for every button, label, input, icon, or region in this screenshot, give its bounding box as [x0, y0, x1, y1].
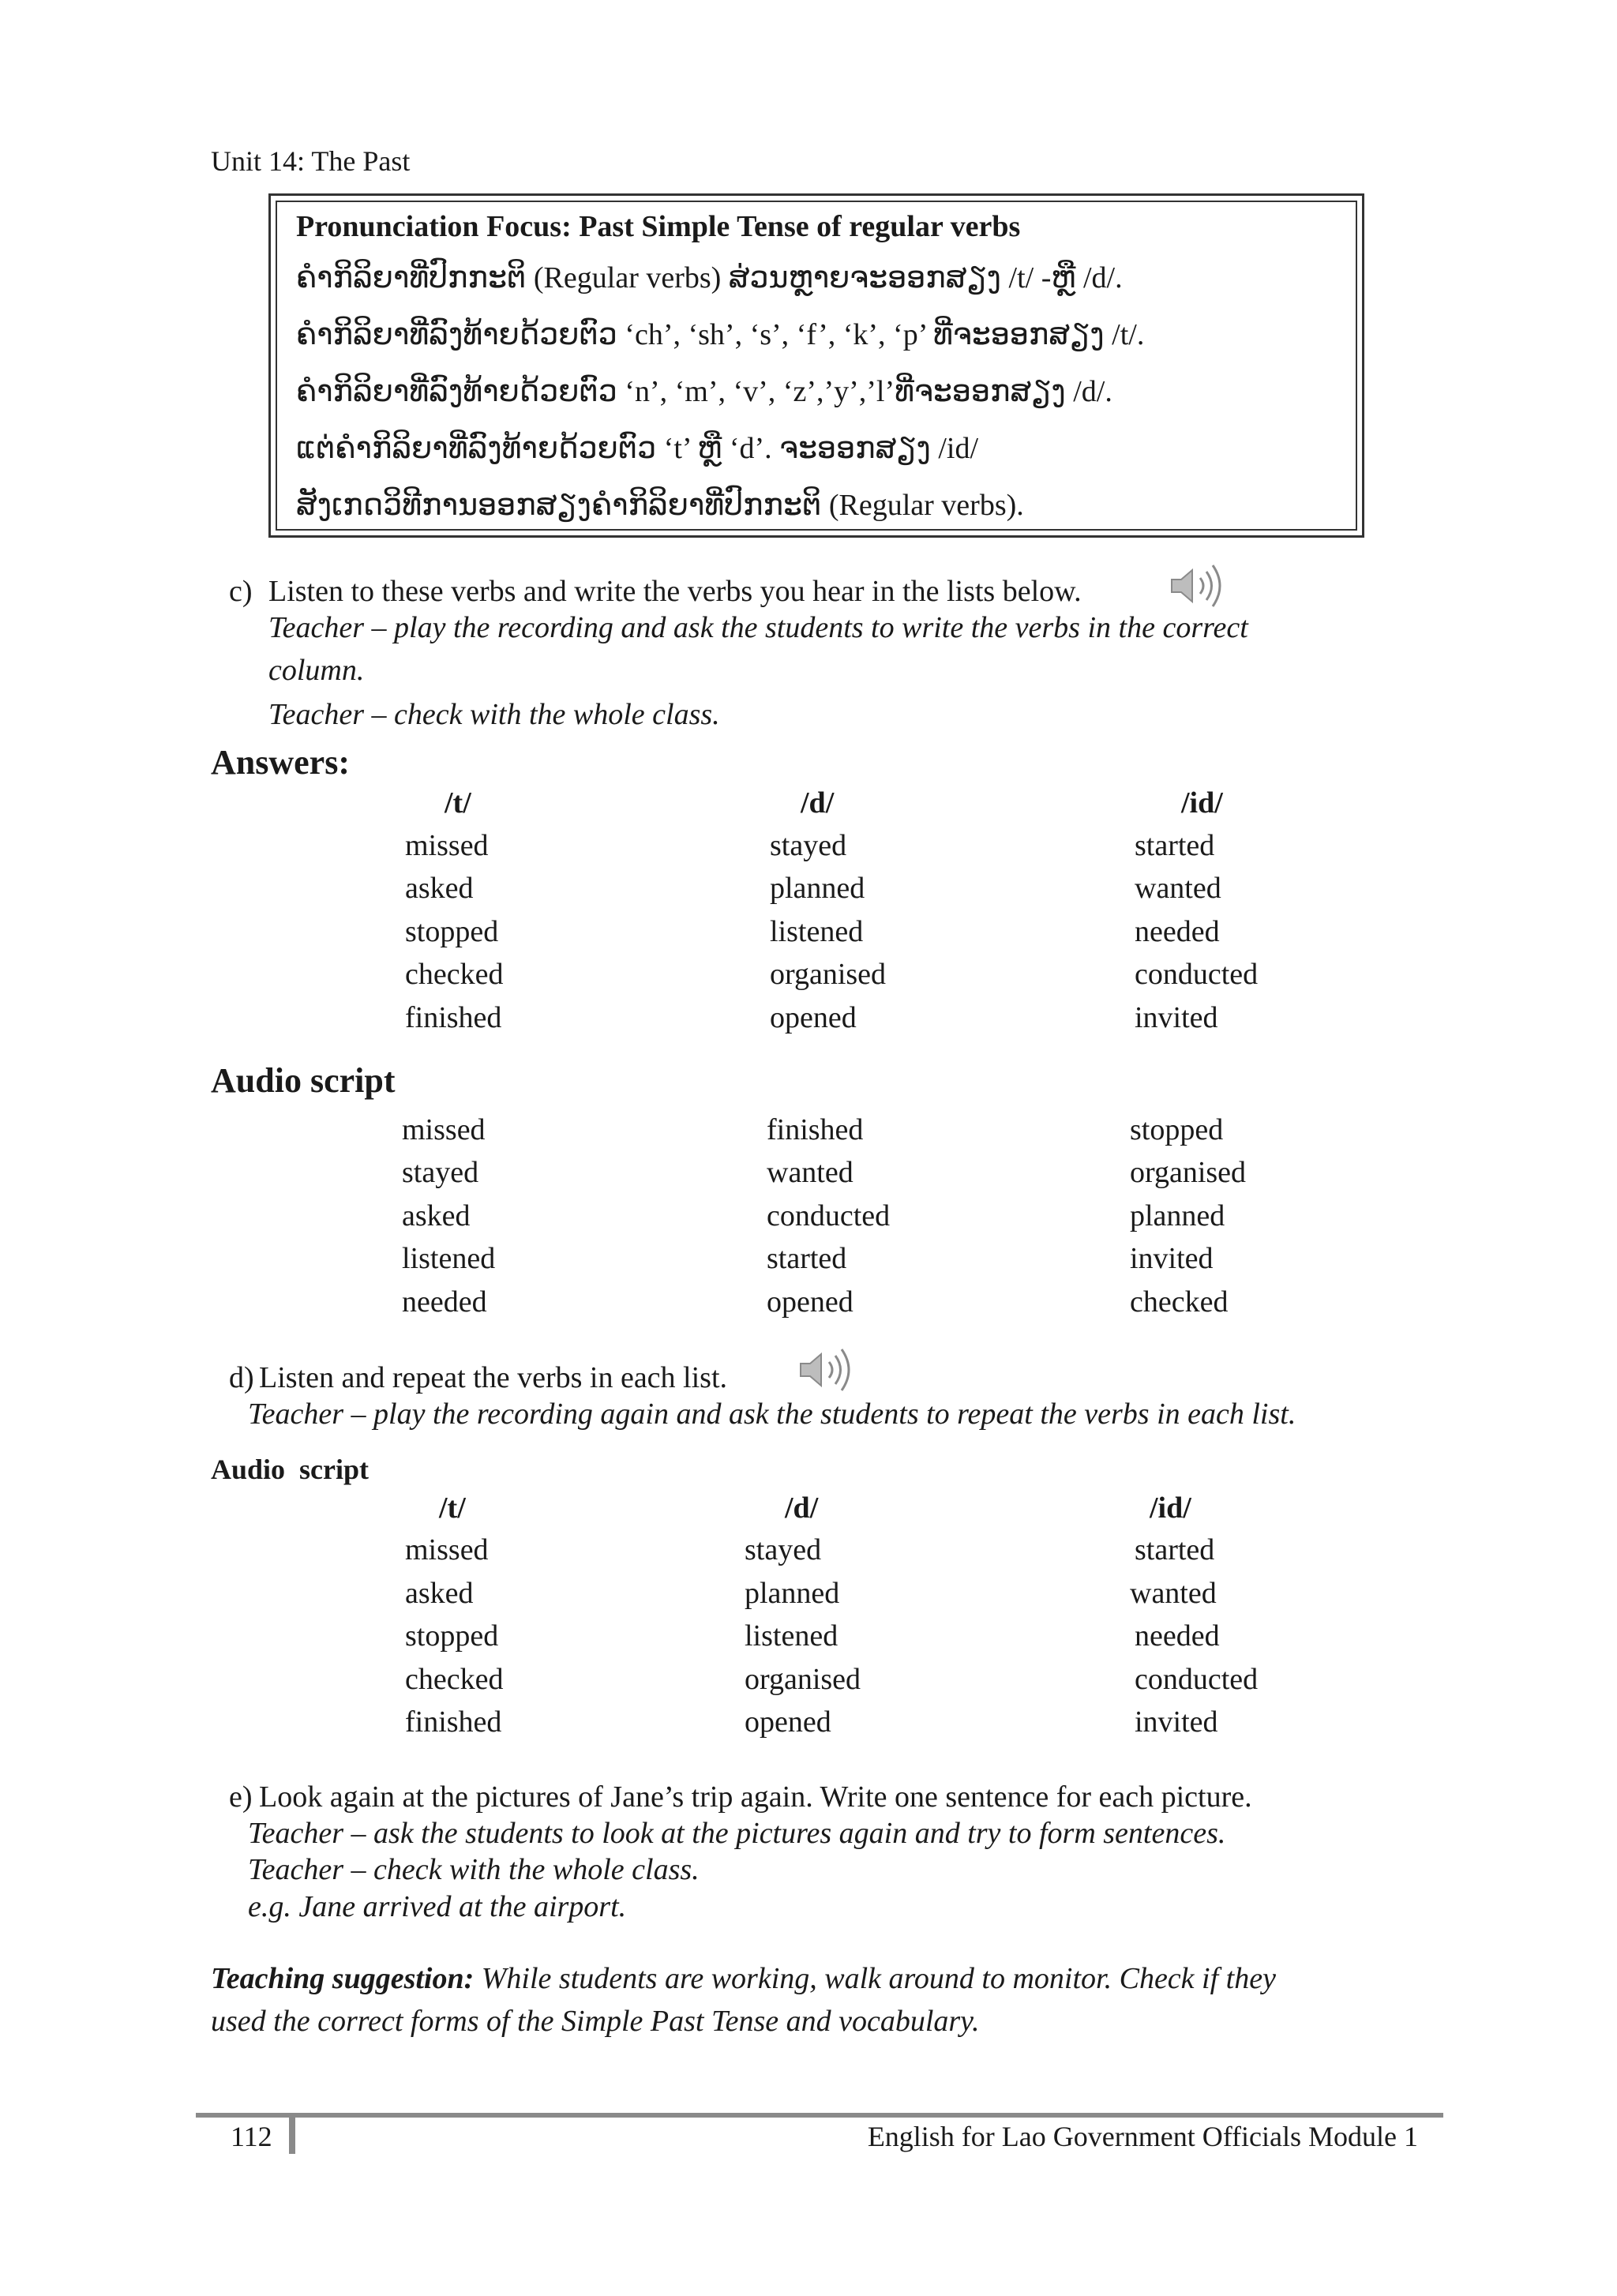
table-cell: stopped — [1130, 1113, 1224, 1146]
audio-script-heading: Audio script — [211, 1061, 396, 1100]
table-cell: stopped — [405, 1619, 499, 1653]
column-header: /t/ — [445, 786, 471, 820]
teacher-note: Teacher – check with the whole class. — [248, 1853, 700, 1886]
focus-line: ຄຳກິລິຍາທີ່ລົງທ້າຍດ້ວຍຕົວ ‘n’, ‘m’, ‘v’, ‘z’,’y’,’l’ທີ່ຈະອອກສຽງ /d/. — [296, 375, 1112, 408]
table-cell: organised — [770, 958, 887, 991]
table-cell: stayed — [402, 1156, 479, 1189]
table-cell: organised — [1130, 1156, 1247, 1189]
table-cell: planned — [745, 1577, 840, 1610]
table-cell: invited — [1130, 1242, 1214, 1275]
table-cell: stayed — [770, 829, 847, 862]
unit-title: Unit 14: The Past — [211, 145, 411, 177]
teaching-suggestion — [211, 1961, 1276, 1996]
section-d-instruction: Listen and repeat the verbs in each list. — [259, 1361, 728, 1394]
table-cell: asked — [405, 872, 474, 905]
column-header: /d/ — [785, 1491, 819, 1525]
focus-title: Pronunciation Focus: Past Simple Tense of regular verbs — [296, 210, 1021, 243]
teacher-note: Teacher – play the recording and ask the students to write the verbs in the correct — [268, 611, 1248, 644]
column-header: /t/ — [439, 1491, 466, 1525]
table-cell: wanted — [767, 1156, 854, 1189]
table-cell: planned — [770, 872, 865, 905]
section-d-marker: d) — [229, 1361, 254, 1394]
teaching-suggestion-text: While students are working, walk around to monitor. Check if they — [474, 1962, 1276, 1995]
focus-box-inner-border — [276, 201, 1357, 531]
focus-line: ຄຳກິລິຍາທີ່ປົກກະຕິ (Regular verbs) ສ່ວນຫຼາຍຈະອອກສຽງ /t/ -ຫຼື /d/. — [296, 261, 1123, 295]
pronunciation-focus-box — [268, 193, 1364, 538]
table-cell: opened — [770, 1001, 857, 1034]
column-header: /d/ — [801, 786, 835, 820]
speaker-icon[interactable] — [796, 1345, 859, 1395]
table-cell: planned — [1130, 1199, 1225, 1232]
table-cell: listened — [402, 1242, 496, 1275]
table-cell: started — [767, 1242, 847, 1275]
table-cell: invited — [1135, 1001, 1218, 1034]
section-c-marker: c) — [229, 575, 253, 608]
audio-script-heading: Audio script — [211, 1454, 370, 1485]
table-cell: checked — [405, 1663, 504, 1696]
table-cell: started — [1135, 1533, 1215, 1566]
footer-rule — [196, 2113, 1443, 2118]
table-cell: stayed — [745, 1533, 822, 1566]
teacher-note: column. — [268, 654, 365, 687]
table-cell: wanted — [1130, 1577, 1217, 1610]
focus-line: ຄຳກິລິຍາທີ່ລົງທ້າຍດ້ວຍຕົວ ‘ch’, ‘sh’, ‘s’, ‘f’, ‘k’, ‘p’ ທີ່ຈະອອກສຽງ /t/. — [296, 318, 1145, 351]
table-cell: needed — [1135, 915, 1220, 948]
table-cell: finished — [767, 1113, 864, 1146]
table-cell: invited — [1135, 1705, 1218, 1739]
teaching-suggestion-text: used the correct forms of the Simple Past Tense and vocabulary. — [211, 2005, 980, 2038]
table-cell: checked — [405, 958, 504, 991]
table-cell: stopped — [405, 915, 499, 948]
table-cell: finished — [405, 1705, 502, 1739]
table-cell: asked — [405, 1577, 474, 1610]
section-c-instruction: Listen to these verbs and write the verbs you hear in the lists below. — [268, 575, 1082, 608]
table-cell: wanted — [1135, 872, 1221, 905]
table-cell: opened — [767, 1285, 854, 1319]
table-cell: listened — [745, 1619, 839, 1653]
focus-line: ສັງເກດວິທີການອອກສຽງຄຳກິລິຍາທີ່ປົກກະຕິ (Regular verbs). — [296, 489, 1024, 522]
column-header: /id/ — [1181, 786, 1223, 820]
table-cell: organised — [745, 1663, 861, 1696]
table-cell: conducted — [1135, 1663, 1259, 1696]
table-cell: finished — [405, 1001, 502, 1034]
table-cell: needed — [402, 1285, 487, 1319]
teacher-note: Teacher – play the recording again and ask the students to repeat the verbs in each list. — [248, 1397, 1296, 1431]
speaker-icon[interactable] — [1167, 561, 1230, 611]
table-cell: listened — [770, 915, 864, 948]
table-cell: opened — [745, 1705, 831, 1739]
answers-heading: Answers: — [211, 743, 350, 782]
teacher-note: Teacher – check with the whole class. — [268, 698, 720, 731]
table-cell: conducted — [1135, 958, 1259, 991]
table-cell: conducted — [767, 1199, 891, 1232]
table-cell: missed — [402, 1113, 486, 1146]
section-e-marker: e) — [229, 1780, 253, 1814]
example-sentence: e.g. Jane arrived at the airport. — [248, 1890, 627, 1923]
teacher-note: Teacher – ask the students to look at the pictures again and try to form sentences. — [248, 1817, 1226, 1850]
teaching-suggestion-label: Teaching suggestion: — [211, 1962, 475, 1995]
table-cell: asked — [402, 1199, 471, 1232]
page-number: 112 — [231, 2121, 272, 2152]
footer-divider — [289, 2118, 295, 2154]
table-cell: started — [1135, 829, 1215, 862]
table-cell: needed — [1135, 1619, 1220, 1653]
column-header: /id/ — [1150, 1491, 1191, 1525]
table-cell: missed — [405, 1533, 489, 1566]
section-e-instruction: Look again at the pictures of Jane’s trip again. Write one sentence for each picture. — [259, 1780, 1252, 1814]
table-cell: missed — [405, 829, 489, 862]
focus-line: ແຕ່ຄຳກິລິຍາທີ່ລົງທ້າຍດ້ວຍຕົວ ‘t’ ຫຼື ‘d’. ຈະອອກສຽງ /id/ — [296, 432, 979, 465]
book-title: English for Lao Government Officials Module 1 — [867, 2121, 1418, 2152]
table-cell: checked — [1130, 1285, 1229, 1319]
